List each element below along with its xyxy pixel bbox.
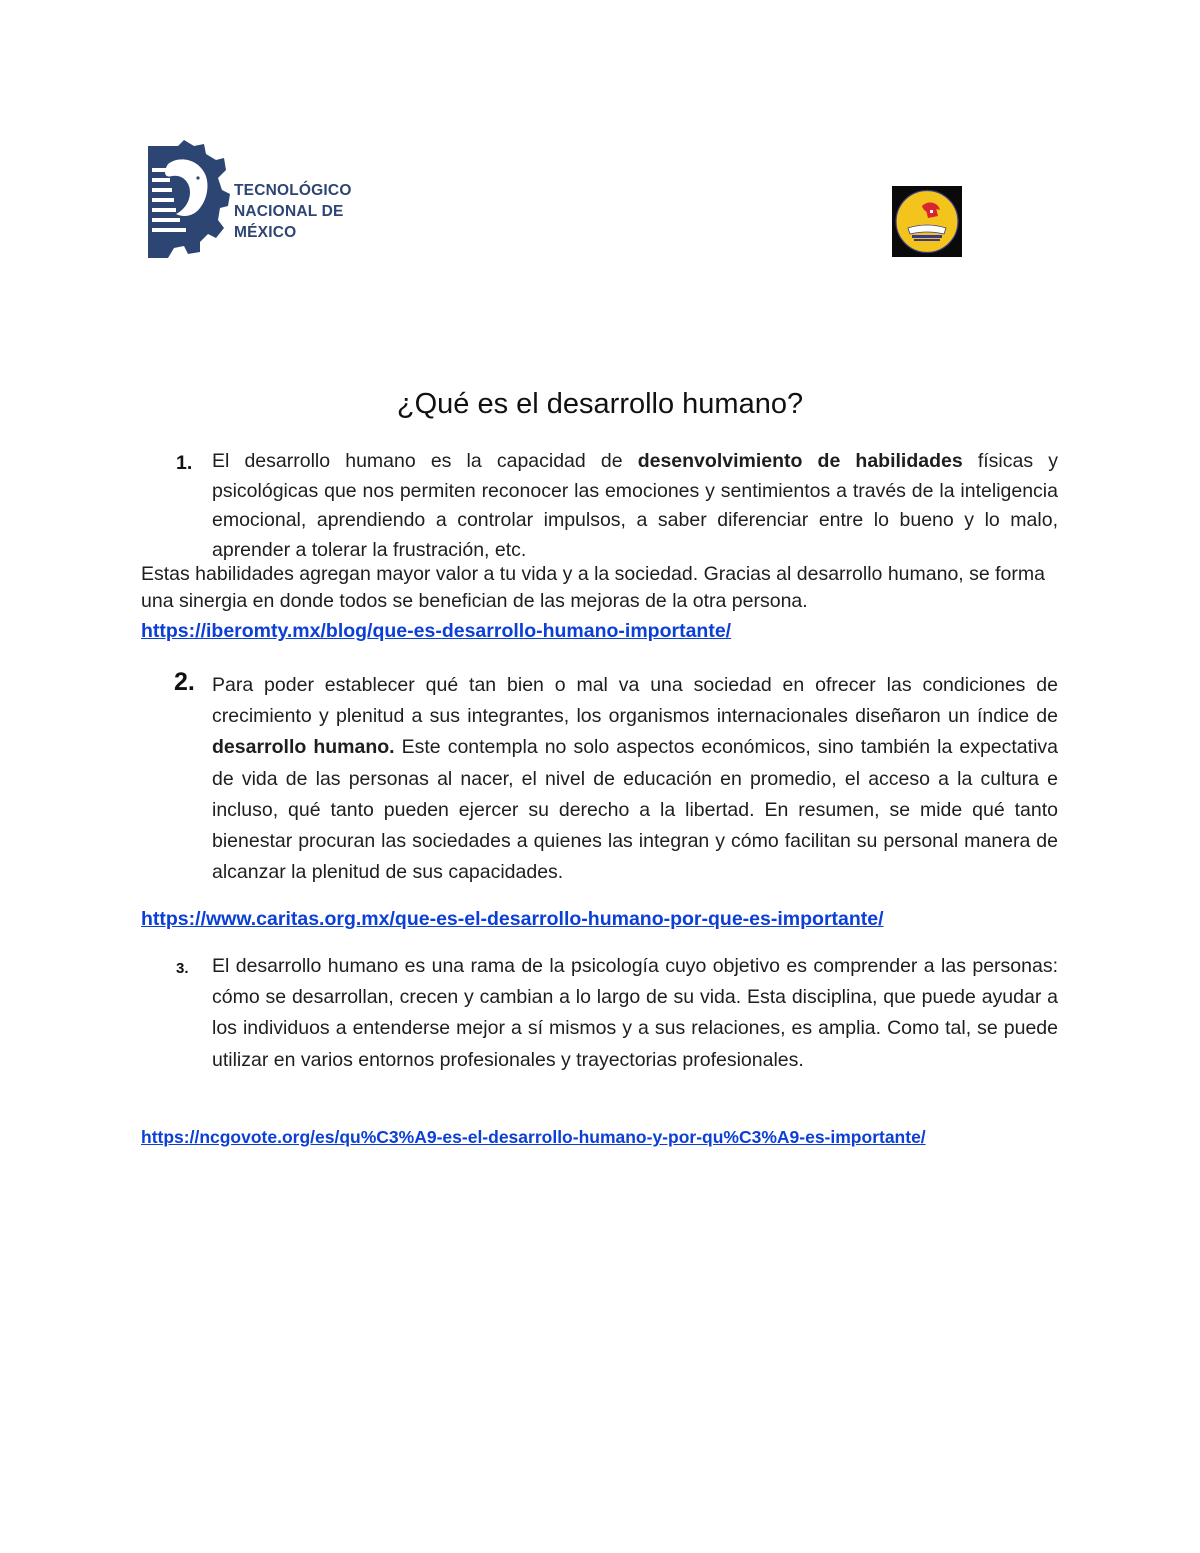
source-link-3[interactable]: https://ncgovote.org/es/qu%C3%A9-es-el-desarrollo-humano-y-por-qu%C3%A9-es-importante/: [141, 1127, 926, 1147]
list-number-3: 3.: [176, 960, 189, 977]
item-1-text-a: El desarrollo humano es la capacidad de: [212, 450, 638, 472]
list-item-1: [212, 447, 1058, 565]
list-number-2: 2.: [174, 668, 195, 696]
tecnm-logo: [138, 138, 388, 260]
item-2-bold: desarrollo humano.: [212, 736, 395, 759]
paragraph-after-item-1: Estas habilidades agregan mayor valor a tu vida y a la sociedad. Gracias al desarrollo humano, se forma una sinergia en donde todos se benefician de las mejoras de la otra persona.: [141, 563, 1045, 612]
item-1-bold: desenvolvimiento de habilidades: [637, 450, 963, 472]
item-2-text-b: Este contempla no solo aspectos económicos, sino también la expectativa de vida de las personas al nacer, el nivel de educación en promedio, el acceso a la cultura e incluso, qué tanto pueden ejercer su derecho a la libertad. En resumen, se mide qué tanto bienestar procuran las sociedades a quienes las integran y cómo facilitan su personal manera de alcanzar la plenitud de sus capacidades.: [212, 736, 1058, 884]
list-item-3: El desarrollo humano es una rama de la psicología cuyo objetivo es comprender a las personas: cómo se desarrollan, crecen y cambian a lo largo de su vida. Esta disciplina, que puede ayudar a los individuos a entenderse mejor a sí mismos y a sus relaciones, es amplia. Como tal, se puede utilizar en varios entornos profesionales y trayectorias profesionales.: [212, 955, 1058, 1071]
source-link-1[interactable]: https://iberomty.mx/blog/que-es-desarrollo-humano-importante/: [141, 620, 732, 642]
item-1-text-b: físicas y psicológicas que nos permiten reconocer las emociones y sentimientos a través de la inteligencia emocional, aprendiendo a controlar impulsos, a saber diferenciar entre lo bueno y lo malo, aprender a tolerar la frustración, etc.: [212, 450, 1058, 561]
gear-eagle-emblem-icon: [138, 138, 230, 260]
tecnm-logo-text: [234, 180, 388, 243]
campus-seal-icon: [892, 186, 962, 257]
item-2-text-a: Para poder establecer qué tan bien o mal va una sociedad en ofrecer las condiciones de crecimiento y plenitud a sus integrantes, los organismos internacionales diseñaron un índice de: [212, 674, 1058, 728]
list-item-2: [212, 670, 1058, 888]
logo-line-1: TECNOLÓGICO: [234, 182, 352, 199]
list-number-1: 1.: [176, 452, 193, 474]
page-title: ¿Qué es el desarrollo humano?: [396, 388, 804, 420]
source-link-2[interactable]: https://www.caritas.org.mx/que-es-el-desarrollo-humano-por-que-es-importante/: [141, 908, 884, 930]
campus-badge-logo: [892, 186, 962, 257]
logo-line-2: NACIONAL DE MÉXICO: [234, 203, 344, 241]
